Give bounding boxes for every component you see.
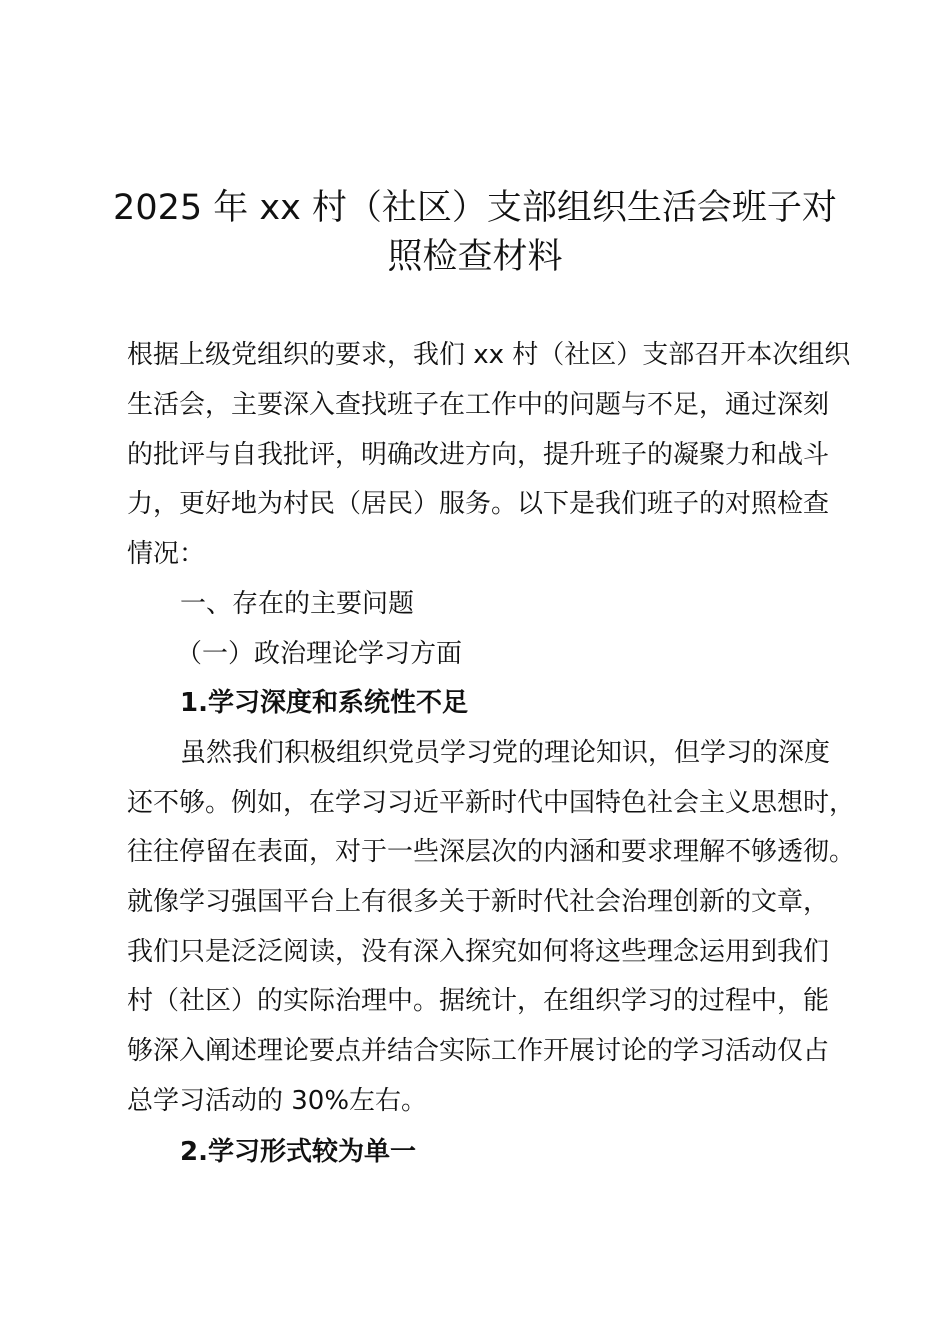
item-1-line-2: 还不够。例如，在学习习近平新时代中国特色社会主义思想时， [127,788,856,818]
item-1-line-6: 村（社区）的实际治理中。据统计，在组织学习的过程中，能 [127,986,830,1016]
section-heading: 一、存在的主要问题 [180,589,415,619]
item-1-line-8: 总学习活动的 30%左右。 [127,1086,428,1116]
item-1-heading: 1.学习深度和系统性不足 [180,688,468,718]
item-1-line-1: 虽然我们积极组织党员学习党的理论知识，但学习的深度 [180,738,831,768]
item-1-line-4: 就像学习强国平台上有很多关于新时代社会治理创新的文章， [127,887,830,917]
item-1-line-3: 往往停留在表面，对于一些深层次的内涵和要求理解不够透彻。 [127,837,856,867]
item-2-heading: 2.学习形式较为单一 [180,1137,416,1167]
intro-paragraph-line-1: 根据上级党组织的要求，我们 xx 村（社区）支部召开本次组织 [127,340,851,370]
intro-paragraph-line-3: 的批评与自我批评，明确改进方向，提升班子的凝聚力和战斗 [127,440,830,470]
intro-paragraph-line-5: 情况： [127,539,206,569]
item-1-line-7: 够深入阐述理论要点并结合实际工作开展讨论的学习活动仅占 [127,1036,830,1066]
document-title-line-2: 照检查材料 [387,237,563,277]
document-title-line-1: 2025 年 xx 村（社区）支部组织生活会班子对 [113,188,837,228]
intro-paragraph-line-4: 力，更好地为村民（居民）服务。以下是我们班子的对照检查 [127,489,830,519]
intro-paragraph-line-2: 生活会，主要深入查找班子在工作中的问题与不足，通过深刻 [127,390,830,420]
subsection-heading: （一）政治理论学习方面 [176,639,463,669]
item-1-line-5: 我们只是泛泛阅读，没有深入探究如何将这些理念运用到我们 [127,937,830,967]
